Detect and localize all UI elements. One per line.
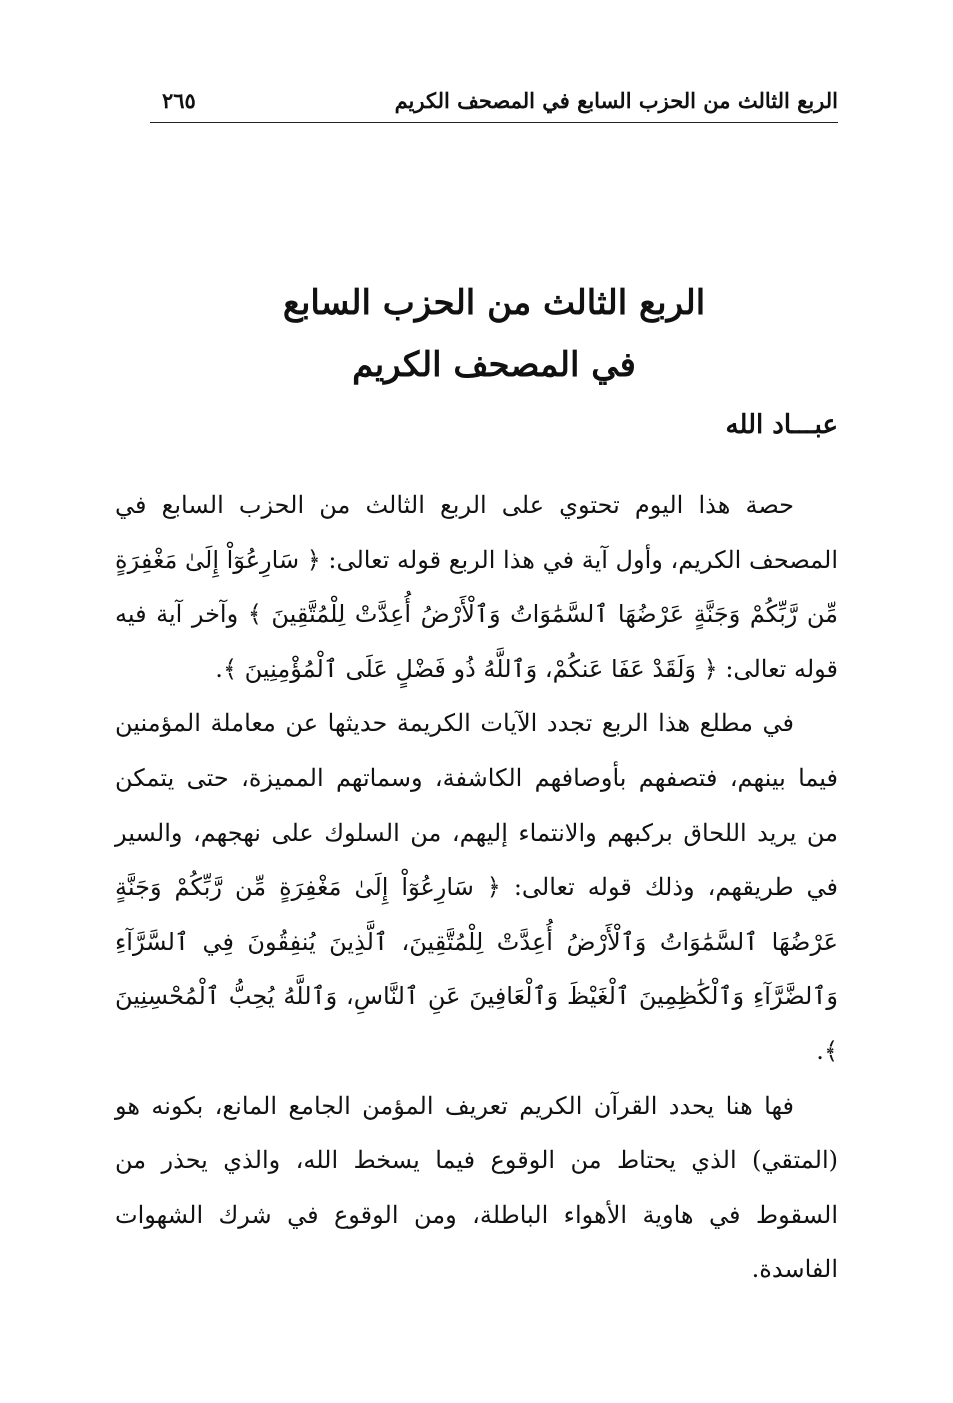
quran-verse: ﴿ وَلَقَدْ عَفَا عَنكُمْ، وَٱللَّهُ ذُو فَضْلٍ عَلَى ٱلْمُؤْمِنِينَ ﴾ bbox=[222, 654, 718, 683]
chapter-title bbox=[150, 272, 838, 396]
chapter-title-line-2: في المصحف الكريم bbox=[352, 345, 636, 385]
page-number: ٢٦٥ bbox=[162, 88, 196, 113]
author-name: عبـــاد الله bbox=[725, 410, 838, 440]
running-title: الربع الثالث من الحزب السابع في المصحف الكريم bbox=[394, 88, 838, 113]
paragraph-2-text-b: . bbox=[816, 1036, 824, 1065]
paragraph-3: فها هنا يحدد القرآن الكريم تعريف المؤمن الجامع المانع، بكونه هو (المتقي) الذي يحتاط من الوقوع فيما يسخط الله، والذي يحذر من السقوط في هاوية الأهواء الباطلة، ومن الوقوع في شرك الشهوات الفاسدة. bbox=[115, 1091, 838, 1284]
paragraph-1-text-c: . bbox=[215, 654, 223, 683]
quran-verse: ﴿ سَارِعُوٓاْ إِلَىٰ مَغْفِرَةٍ مِّن رَّبِّكُمْ وَجَنَّةٍ عَرْضُهَا ٱلسَّمَٰوَاتُ وَٱلْأَرْضُ أُعِدَّتْ لِلْمُتَّقِينَ ﴾ bbox=[115, 545, 838, 629]
chapter-title-line-1: الربع الثالث من الحزب السابع bbox=[282, 283, 706, 323]
quran-verse: ﴿ سَارِعُوٓاْ إِلَىٰ مَغْفِرَةٍ مِّن رَّبِّكُمْ وَجَنَّةٍ عَرْضُهَا ٱلسَّمَٰوَاتُ وَٱلْأَرْضُ أُعِدَّتْ لِلْمُتَّقِينَ، ٱلَّذِينَ يُنفِقُونَ فِي ٱلسَّرَّآءِ وَٱلضَّرَّآءِ وَٱلْكَٰظِمِينَ ٱلْغَيْظَ وَٱلْعَافِينَ عَنِ ٱلنَّاسِ، وَٱللَّهُ يُحِبُّ ٱلْمُحْسِنِينَ ﴾ bbox=[115, 873, 838, 1065]
paragraph-2-text-a: في مطلع هذا الربع تجدد الآيات الكريمة حديثها عن معاملة المؤمنين فيما بينهم، فتصفهم بأوصافهم الكاشفة، وسماتهم المميزة، حتى يتمكن من يريد اللحاق بركبهم والانتماء إليهم، من السلوك على نهجهم، والسير في طريقهم، وذلك قوله تعالى: bbox=[115, 709, 839, 902]
body-text bbox=[115, 478, 838, 1297]
running-header bbox=[150, 82, 838, 123]
paragraph-1 bbox=[115, 478, 838, 696]
paragraph-1-text-a: حصة هذا اليوم تحتوي على الربع الثالث من الحزب السابع في المصحف الكريم، وأول آية في هذا الربع قوله تعالى: bbox=[115, 491, 838, 574]
paragraph-1-text-b: وآخر آية فيه قوله تعالى: bbox=[115, 600, 838, 683]
paragraph-2 bbox=[115, 696, 838, 1078]
